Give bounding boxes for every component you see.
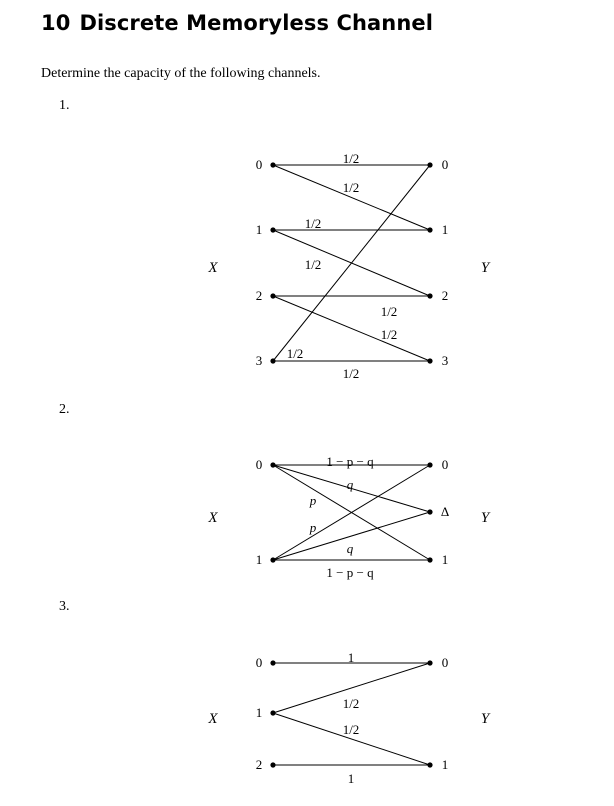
output-symbol-label: 1 (441, 757, 449, 772)
transition-edge (273, 713, 430, 765)
channel-diagram-2 (207, 454, 490, 580)
problem-1-number: 1. (59, 98, 70, 113)
output-symbol-label: 0 (441, 655, 449, 670)
output-symbol-label: 0 (441, 157, 449, 172)
transition-probability-label: 1/2 (342, 696, 360, 711)
input-node (270, 660, 275, 665)
input-variable-label: X (208, 260, 218, 276)
output-symbol-label: 3 (441, 353, 449, 368)
input-symbol-label: 0 (255, 655, 263, 670)
section-title: Discrete Memoryless Channel (79, 11, 434, 35)
problem-3-number: 3. (59, 599, 70, 614)
input-symbol-label: 2 (255, 288, 263, 303)
transition-probability-label: 1/2 (342, 180, 360, 195)
input-symbol-label: 0 (255, 457, 263, 472)
input-node (270, 557, 275, 562)
input-node (270, 762, 275, 767)
channel-diagram-1 (207, 151, 490, 381)
output-node (427, 509, 432, 514)
output-node (427, 162, 432, 167)
intro-text: Determine the capacity of the following channels. (41, 66, 321, 81)
output-variable-label: Y (480, 260, 490, 276)
transition-probability-label: 1/2 (304, 257, 322, 272)
output-node (427, 557, 432, 562)
output-symbol-label: 0 (441, 457, 449, 472)
output-symbol-label: 1 (441, 552, 449, 567)
input-variable-label: X (208, 510, 218, 526)
transition-probability-label: 1 − p − q (326, 565, 374, 580)
transition-probability-label: 1/2 (380, 304, 398, 319)
transition-probability-label: 1 (347, 650, 355, 665)
input-variable-label: X (208, 711, 218, 727)
input-node (270, 462, 275, 467)
output-variable-label: Y (480, 711, 490, 727)
transition-probability-label: 1/2 (286, 346, 304, 361)
transition-probability-label: 1/2 (342, 722, 360, 737)
output-node (427, 227, 432, 232)
input-node (270, 227, 275, 232)
input-symbol-label: 0 (255, 157, 263, 172)
input-node (270, 293, 275, 298)
output-node (427, 462, 432, 467)
section-number: 10 (41, 11, 71, 35)
input-symbol-label: 1 (255, 222, 263, 237)
output-node (427, 762, 432, 767)
transition-probability-label: q (346, 477, 354, 492)
transition-probability-label: q (346, 541, 354, 556)
transition-probability-label: 1 (347, 771, 355, 786)
transition-probability-label: 1/2 (380, 327, 398, 342)
output-node (427, 660, 432, 665)
input-symbol-label: 1 (255, 705, 263, 720)
transition-probability-label: p (309, 493, 317, 508)
transition-edge (273, 165, 430, 230)
input-node (270, 710, 275, 715)
transition-probability-label: 1/2 (342, 366, 360, 381)
input-node (270, 162, 275, 167)
output-symbol-label: 2 (441, 288, 449, 303)
transition-probability-label: p (309, 520, 317, 535)
input-symbol-label: 3 (255, 353, 263, 368)
input-symbol-label: 2 (255, 757, 263, 772)
input-symbol-label: 1 (255, 552, 263, 567)
output-symbol-label: 1 (441, 222, 449, 237)
transition-probability-label: 1 − p − q (326, 454, 374, 469)
output-node (427, 358, 432, 363)
transition-probability-label: 1/2 (342, 151, 360, 166)
problem-2-number: 2. (59, 402, 70, 417)
transition-probability-label: 1/2 (304, 216, 322, 231)
output-node (427, 293, 432, 298)
channel-diagram-3 (207, 650, 490, 786)
output-variable-label: Y (480, 510, 490, 526)
input-node (270, 358, 275, 363)
output-symbol-label: Δ (440, 504, 450, 519)
